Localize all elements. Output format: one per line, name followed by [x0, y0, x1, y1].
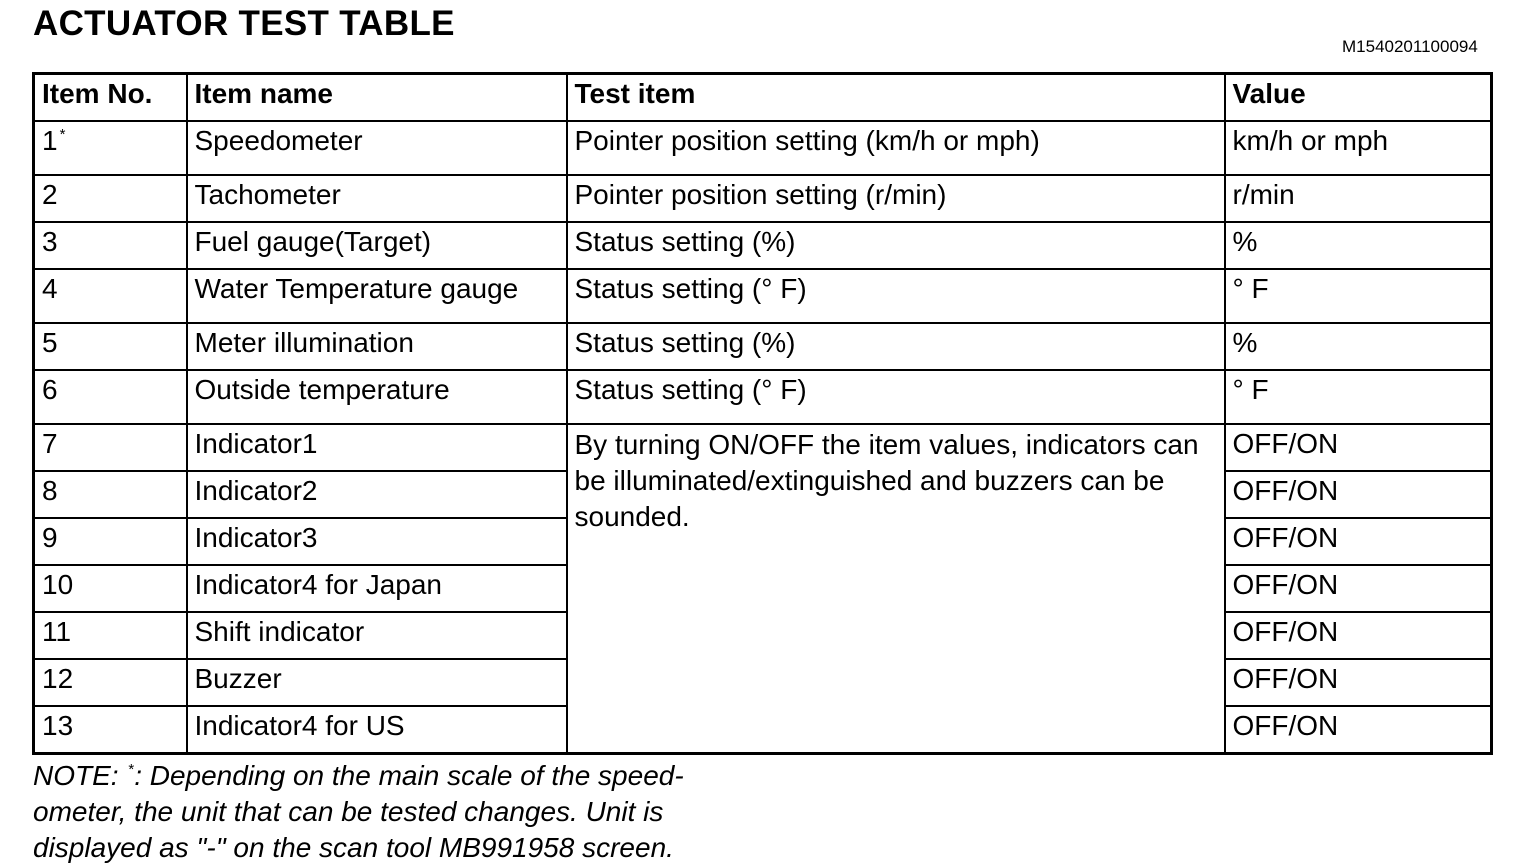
item-no-cell: 5 — [34, 323, 187, 370]
value-cell: OFF/ON — [1225, 706, 1492, 754]
test-item-cell: Status setting (° F) — [567, 269, 1225, 323]
asterisk-mark: * — [128, 761, 135, 778]
note-prefix: NOTE: — [33, 760, 127, 791]
document-id: M1540201100094 — [1342, 37, 1478, 56]
item-name-cell: Meter illumination — [187, 323, 567, 370]
value-cell: OFF/ON — [1225, 612, 1492, 659]
column-header-item-name: Item name — [187, 74, 567, 122]
column-header-test-item: Test item — [567, 74, 1225, 122]
item-name-cell: Shift indicator — [187, 612, 567, 659]
item-no-cell — [34, 121, 187, 175]
footnote — [33, 758, 684, 866]
item-no-cell: 3 — [34, 222, 187, 269]
merged-test-item-cell: By turning ON/OFF the item values, indicators can be illuminated/extinguished and buzzers can be sounded. — [567, 424, 1225, 754]
item-no-cell: 7 — [34, 424, 187, 471]
item-no-cell: 9 — [34, 518, 187, 565]
item-name-cell: Indicator3 — [187, 518, 567, 565]
item-name-cell: Buzzer — [187, 659, 567, 706]
item-no-cell: 12 — [34, 659, 187, 706]
value-cell: ° F — [1225, 370, 1492, 424]
value-cell: OFF/ON — [1225, 565, 1492, 612]
test-item-cell: Status setting (° F) — [567, 370, 1225, 424]
item-no: 1 — [42, 125, 58, 156]
value-cell: % — [1225, 222, 1492, 269]
table-row — [34, 323, 1492, 370]
column-header-item-no: Item No. — [34, 74, 187, 122]
item-no-cell: 6 — [34, 370, 187, 424]
item-name-cell: Indicator4 for Japan — [187, 565, 567, 612]
column-header-value: Value — [1225, 74, 1492, 122]
item-no-cell: 8 — [34, 471, 187, 518]
item-no-cell: 2 — [34, 175, 187, 222]
item-name-cell: Indicator1 — [187, 424, 567, 471]
table-row — [34, 222, 1492, 269]
note-text: : Depending on the main scale of the speed- — [134, 760, 684, 791]
item-no-cell: 10 — [34, 565, 187, 612]
item-no-cell: 13 — [34, 706, 187, 754]
footnote-line-2: ometer, the unit that can be tested changes. Unit is — [33, 796, 664, 827]
table-row — [34, 269, 1492, 323]
value-cell: OFF/ON — [1225, 471, 1492, 518]
item-name-cell: Speedometer — [187, 121, 567, 175]
item-no-cell: 11 — [34, 612, 187, 659]
footnote-line-3: displayed as "-" on the scan tool MB991958 screen. — [33, 832, 674, 863]
item-name-cell: Outside temperature — [187, 370, 567, 424]
value-cell: ° F — [1225, 269, 1492, 323]
table-row — [34, 121, 1492, 175]
table-header-row — [34, 74, 1492, 122]
item-name-cell: Indicator2 — [187, 471, 567, 518]
item-name-cell: Tachometer — [187, 175, 567, 222]
actuator-test-table — [32, 72, 1493, 755]
table-row — [34, 424, 1492, 471]
asterisk-mark: * — [59, 126, 66, 143]
footnote-line-1 — [33, 758, 684, 794]
value-cell: % — [1225, 323, 1492, 370]
value-cell: OFF/ON — [1225, 424, 1492, 471]
table-row — [34, 370, 1492, 424]
item-name-cell: Indicator4 for US — [187, 706, 567, 754]
page-title: ACTUATOR TEST TABLE — [33, 4, 455, 43]
test-item-cell: Status setting (%) — [567, 222, 1225, 269]
table-row — [34, 175, 1492, 222]
value-cell: OFF/ON — [1225, 518, 1492, 565]
value-cell: km/h or mph — [1225, 121, 1492, 175]
test-item-cell: Pointer position setting (r/min) — [567, 175, 1225, 222]
test-item-cell: Pointer position setting (km/h or mph) — [567, 121, 1225, 175]
test-item-cell: Status setting (%) — [567, 323, 1225, 370]
value-cell: r/min — [1225, 175, 1492, 222]
item-no-cell: 4 — [34, 269, 187, 323]
item-name-cell: Water Temperature gauge — [187, 269, 567, 323]
item-name-cell: Fuel gauge(Target) — [187, 222, 567, 269]
value-cell: OFF/ON — [1225, 659, 1492, 706]
